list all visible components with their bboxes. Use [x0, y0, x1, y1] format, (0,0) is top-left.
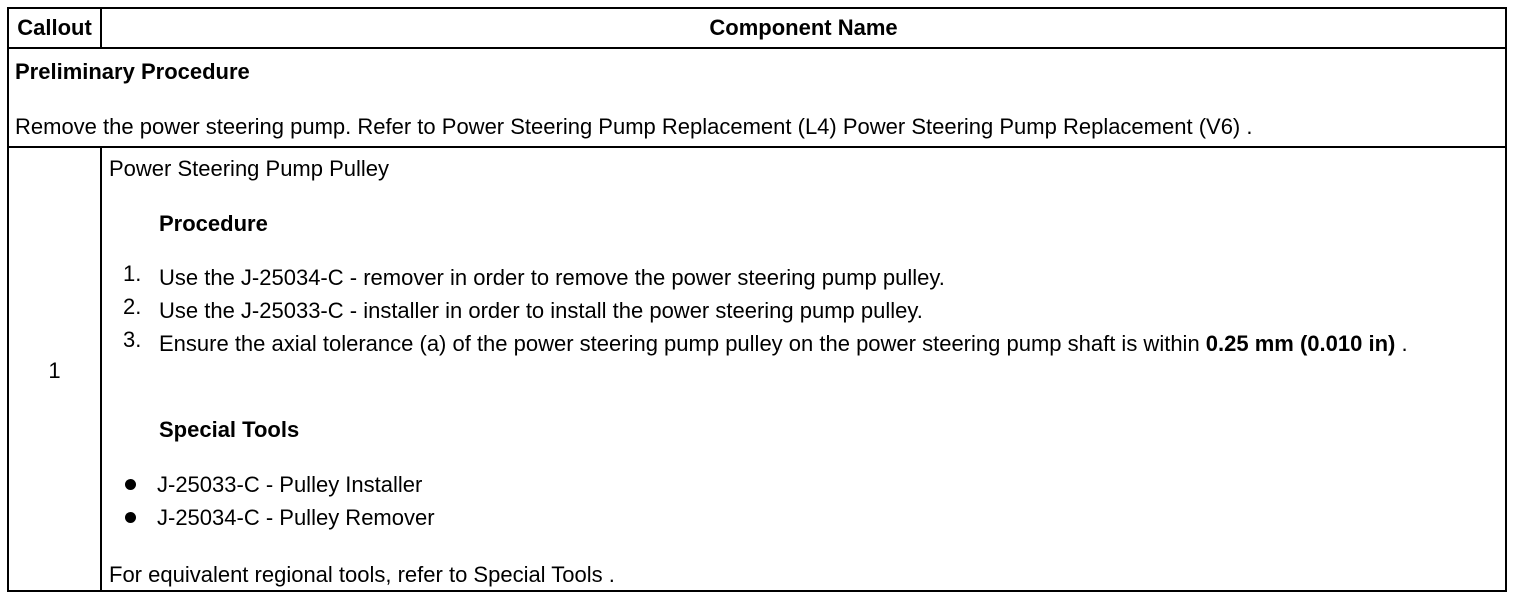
tolerance-value: 0.25 mm (0.010 in)	[1205, 331, 1396, 356]
preliminary-procedure-title: Preliminary Procedure	[15, 59, 250, 84]
step-text-part: .	[1395, 331, 1408, 356]
table-header-row	[9, 9, 1505, 49]
list-item	[125, 472, 422, 498]
step-number: 2.	[123, 294, 142, 319]
step-text	[159, 327, 1459, 360]
procedure-heading: Procedure	[159, 211, 268, 236]
bullet-icon	[125, 512, 136, 523]
callout-cell	[9, 148, 102, 590]
header-callout: Callout	[9, 9, 102, 47]
header-component-name: Component Name	[709, 15, 898, 40]
list-item	[125, 505, 435, 531]
step-text-part: Ensure the axial tolerance (a) of the power steering pump pulley on the power steering pump shaft is within	[159, 331, 1206, 356]
component-cell	[109, 148, 1505, 590]
component-table	[7, 7, 1507, 592]
regional-tools-note: For equivalent regional tools, refer to Special Tools .	[109, 562, 615, 587]
step-text: Use the J-25034-C - remover in order to remove the power steering pump pulley.	[159, 265, 945, 290]
bullet-icon	[125, 479, 136, 490]
tool-item: J-25033-C - Pulley Installer	[157, 472, 423, 497]
step-number: 3.	[123, 327, 142, 352]
procedure-step	[123, 261, 1503, 294]
tool-item: J-25034-C - Pulley Remover	[157, 505, 435, 530]
procedure-step	[123, 294, 1503, 327]
preliminary-procedure-row	[9, 49, 1505, 148]
table-row	[9, 148, 1505, 590]
preliminary-procedure-text: Remove the power steering pump. Refer to Power Steering Pump Replacement (L4) Power Steering Pump Replacement (V6) .	[15, 114, 1253, 139]
procedure-step	[123, 327, 1503, 360]
step-number: 1.	[123, 261, 142, 286]
step-text: Use the J-25033-C - installer in order to install the power steering pump pulley.	[159, 298, 923, 323]
component-name: Power Steering Pump Pulley	[109, 156, 390, 181]
special-tools-heading: Special Tools	[159, 417, 300, 442]
callout-number: 1	[48, 358, 61, 383]
